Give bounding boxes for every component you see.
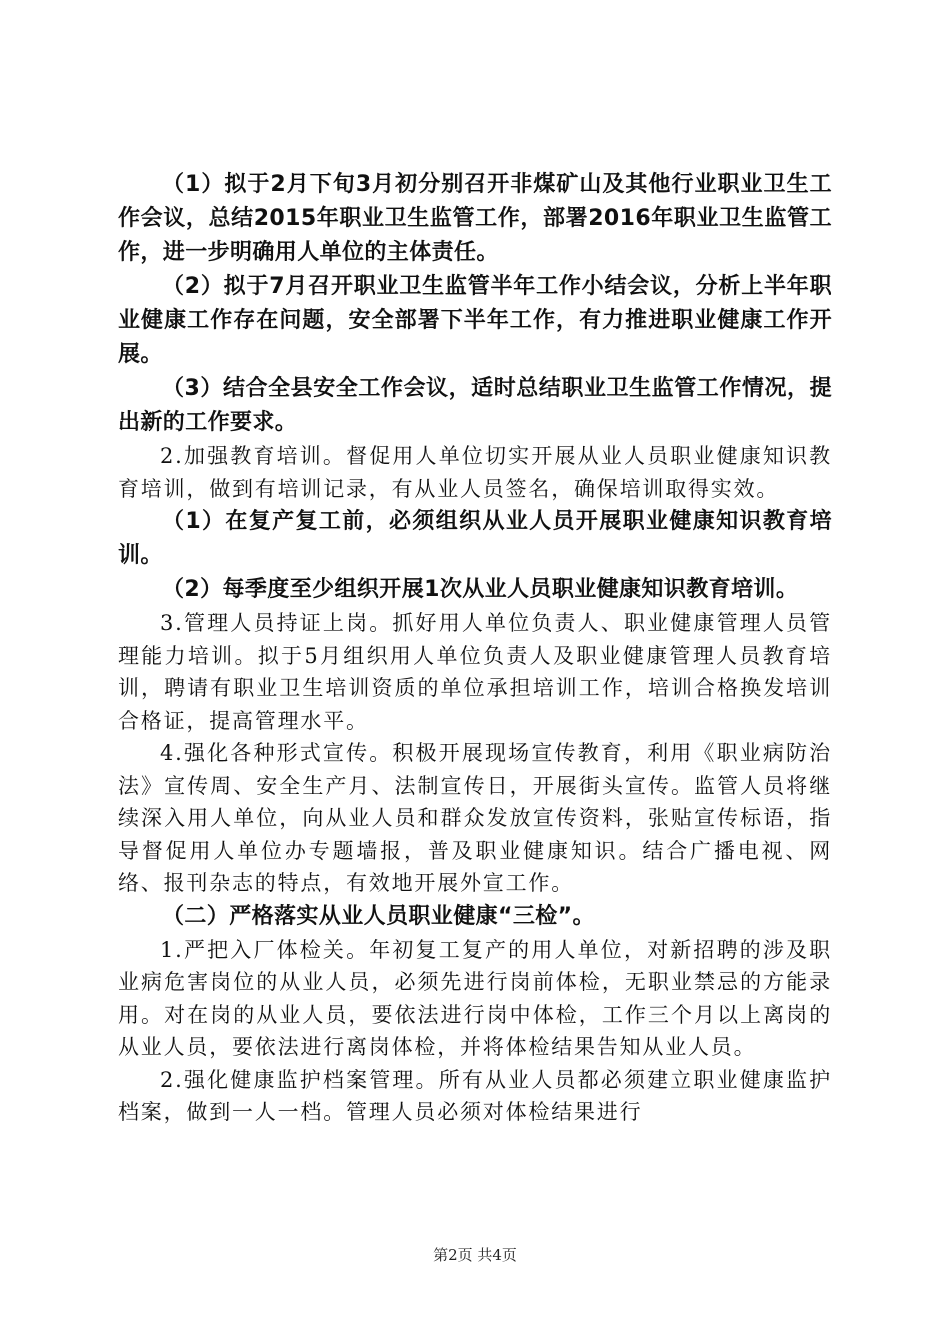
page-footer: 第2页 共4页 bbox=[433, 1246, 517, 1264]
document-body bbox=[118, 168, 832, 1129]
paragraph-physical-exam: 1.严把入厂体检关。年初复工复产的用人单位，对新招聘的涉及职业病危害岗位的从业人员，必须先进行岗前体检，无职业禁忌的方能录用。对在岗的从业人员，要依法进行岗中体检，工作三个月以上离岗的从业人员，要依法进行离岗体检，并将体检结果告知从业人员。 bbox=[118, 937, 832, 1059]
paragraph-publicity: 4.强化各种形式宣传。积极开展现场宣传教育，利用《职业病防治法》宣传周、安全生产月、法制宣传日，开展街头宣传。监管人员将继续深入用人单位，向从业人员和群众发放宣传资料，张贴宣传标语，指导督促用人单位办专题墙报，普及职业健康知识。结合广播电视、网络、报刊杂志的特点，有效地开展外宣工作。 bbox=[118, 741, 832, 895]
section-heading-three-checks: （二）严格落实从业人员职业健康“三检”。 bbox=[162, 903, 595, 929]
paragraph-meeting-1: （1）拟于2月下旬3月初分别召开非煤矿山及其他行业职业卫生工作会议，总结2015年职业卫生监管工作，部署2016年职业卫生监管工作，进一步明确用人单位的主体责任。 bbox=[118, 172, 832, 265]
paragraph-health-records: 2.强化健康监护档案管理。所有从业人员都必须建立职业健康监护档案，做到一人一档。管理人员必须对体检结果进行 bbox=[118, 1067, 832, 1124]
paragraph-training-1: （1）在复产复工前，必须组织从业人员开展职业健康知识教育培训。 bbox=[118, 509, 832, 568]
paragraph-meeting-3: （3）结合全县安全工作会议，适时总结职业卫生监管工作情况，提出新的工作要求。 bbox=[118, 376, 832, 435]
paragraph-training-2: （2）每季度至少组织开展1次从业人员职业健康知识教育培训。 bbox=[162, 577, 799, 602]
paragraph-meeting-2: （2）拟于7月召开职业卫生监管半年工作小结会议，分析上半年职业健康工作存在问题，安全部署下半年工作，有力推进职业健康工作开展。 bbox=[118, 274, 832, 367]
paragraph-certification: 3.管理人员持证上岗。抓好用人单位负责人、职业健康管理人员管理能力培训。拟于5月组织用人单位负责人及职业健康管理人员教育培训，聘请有职业卫生培训资质的单位承担培训工作，培训合格换发培训合格证，提高管理水平。 bbox=[118, 611, 832, 733]
paragraph-education-training: 2.加强教育培训。督促用人单位切实开展从业人员职业健康知识教育培训，做到有培训记录，有从业人员签名，确保培训取得实效。 bbox=[118, 444, 832, 501]
